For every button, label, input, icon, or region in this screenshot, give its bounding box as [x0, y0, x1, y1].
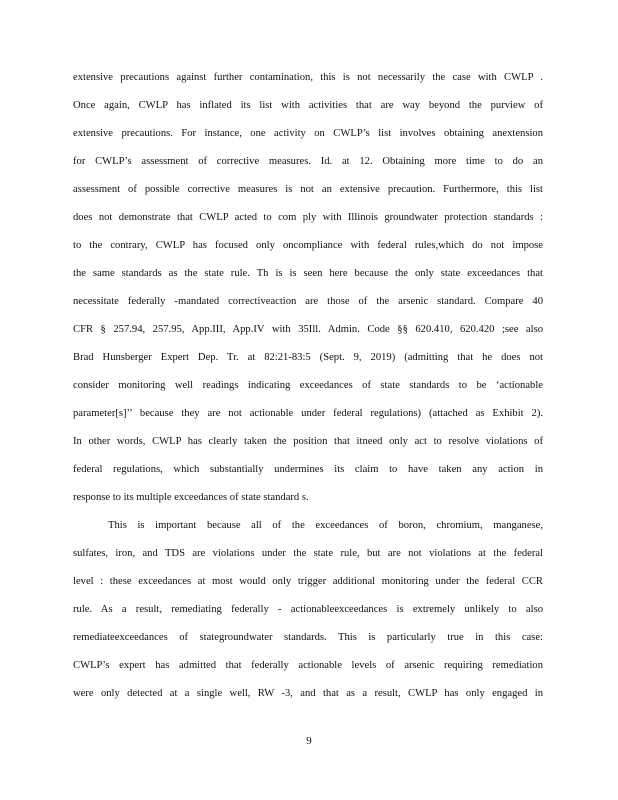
- text-line: rule. As a result, remediating federally - actionableexceedances is extremely unlikely to also: [73, 604, 543, 615]
- text-line: CFR § 257.94, 257.95, App.III, App.IV with 35Ill. Admin. Code §§ 620.410, 620.420 ;see also: [73, 324, 543, 335]
- text-line: remediateexceedances of stategroundwater standards. This is particularly true in this case:: [73, 632, 543, 643]
- text-line: consider monitoring well readings indicating exceedances of state standards to be ‘actionable: [73, 380, 543, 391]
- text-line: does not demonstrate that CWLP acted to com ply with Illinois groundwater protection standards :: [73, 212, 543, 223]
- text-line: Once again, CWLP has inflated its list with activities that are way beyond the purview of: [73, 100, 543, 111]
- text-line: assessment of possible corrective measures is not an extensive precaution. Furthermore, this list: [73, 184, 543, 195]
- text-line: This is important because all of the exceedances of boron, chromium, manganese,: [108, 520, 543, 531]
- text-line: sulfates, iron, and TDS are violations under the state rule, but are not violations at the federal: [73, 548, 543, 559]
- text-line: extensive precautions. For instance, one activity on CWLP’s list involves obtaining anextension: [73, 128, 543, 139]
- text-line: the same standards as the state rule. Th is is seen here because the only state exceedances that: [73, 268, 543, 279]
- text-line: necessitate federally -mandated correctiveaction are those of the arsenic standard. Compare 40: [73, 296, 543, 307]
- text-line: level : these exceedances at most would only trigger additional monitoring under the federal CCR: [73, 576, 543, 587]
- text-line: In other words, CWLP has clearly taken the position that itneed only act to resolve violations of: [73, 436, 543, 447]
- page-number: 9: [306, 735, 312, 747]
- text-line: were only detected at a single well, RW -3, and that as a result, CWLP has only engaged in: [73, 688, 543, 699]
- text-line: Brad Hunsberger Expert Dep. Tr. at 82:21-83:5 (Sept. 9, 2019) (admitting that he does not: [73, 352, 543, 363]
- text-line: response to its multiple exceedances of state standard s.: [73, 492, 309, 503]
- text-line: CWLP’s expert has admitted that federally actionable levels of arsenic requiring remediation: [73, 660, 543, 671]
- text-line: to the contrary, CWLP has focused only oncompliance with federal rules,which do not impose: [73, 240, 543, 251]
- text-line: extensive precautions against further contamination, this is not necessarily the case with CWLP .: [73, 72, 543, 83]
- text-line: for CWLP’s assessment of corrective measures. Id. at 12. Obtaining more time to do an: [73, 156, 543, 167]
- text-line: federal regulations, which substantially undermines its claim to have taken any action in: [73, 464, 543, 475]
- text-line: parameter[s]’’ because they are not actionable under federal regulations) (attached as Exhibit 2).: [73, 408, 543, 419]
